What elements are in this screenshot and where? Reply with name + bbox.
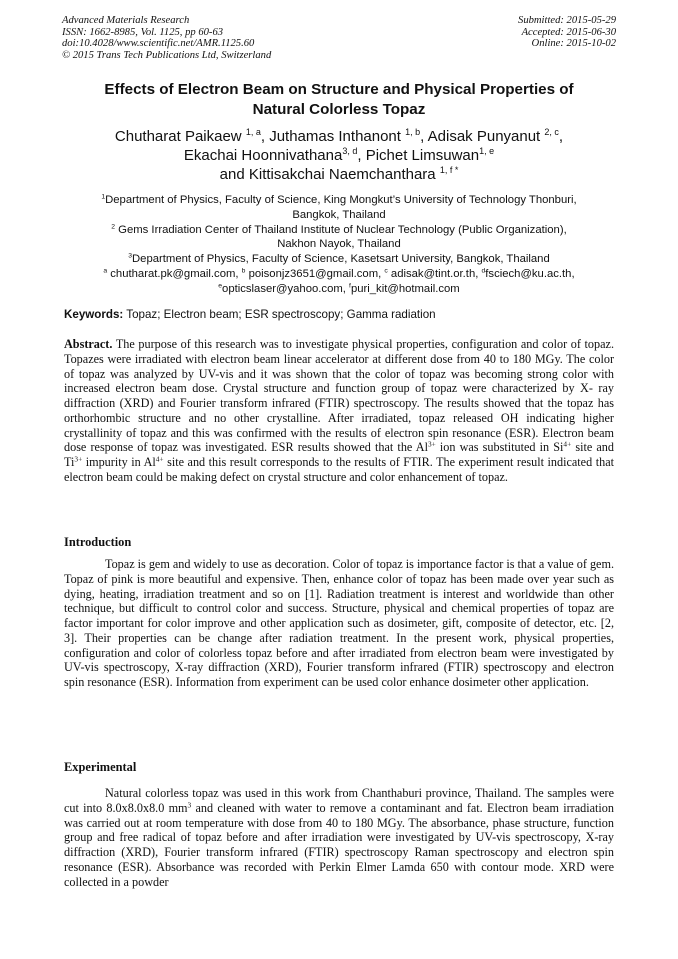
author-affil-sup: 1, f * xyxy=(439,165,459,176)
abstract-label: Abstract. xyxy=(64,337,113,351)
experimental-text xyxy=(64,786,614,889)
affiliation-2-city: Nakhon Nayok, Thailand xyxy=(277,238,401,251)
title-line-2: Natural Colorless Topaz xyxy=(252,100,426,118)
email-link[interactable]: chutharat.pk@gmail.com, xyxy=(107,267,242,280)
abstract-superscript: 3+ xyxy=(427,439,436,449)
email-marker: d xyxy=(481,267,486,275)
email-line-1 xyxy=(62,267,616,282)
email-marker: a xyxy=(103,267,108,275)
author-name: Pichet Limsuwan xyxy=(365,147,480,164)
introduction-heading: Introduction xyxy=(64,535,132,549)
affiliation-number: 2 xyxy=(111,223,116,231)
introduction-text: Topaz is gem and widely to use as decoration. Color of topaz is importance factor is that a value of gem. Topaz of pink is more beautiful and expensive. Then, enhance color of topaz has been made over year such as dying, heating, irradiation treatment and so on [1]. Radiation treatment is interest and worldwide than other technique, but difficult to control color and success. Structure, physical and chemical properties of topaz are factor important for color improve and other application such as dosimeter, gift, composite of detector, etc. [2, 3]. Their properties can be change after radiation treatment. In the present work, physical properties, configuration and color of colorless topaz before and after irradiated from electron beam were investigated by UV-vis spectroscopy, X-ray diffraction (XRD), Fourier transform infrared (FTIR) spectroscopy and electron spin resonance (ESR). Information from experiment can be used color enhance dosimeter other application. xyxy=(64,557,614,689)
journal-doi[interactable]: doi:10.4028/www.scientific.net/AMR.1125.60 xyxy=(62,38,255,50)
author-affil-sup: 1, b xyxy=(405,127,421,138)
affiliation-text: Department of Physics, Faculty of Science, King Mongkut’s University of Technology Thonburi, xyxy=(105,194,577,206)
email-link[interactable]: opticslaser@yahoo.com, xyxy=(222,282,350,295)
email-marker: e xyxy=(218,282,223,290)
authors-line-3 xyxy=(62,165,616,184)
abstract xyxy=(64,337,614,485)
keywords-label: Keywords: xyxy=(64,308,124,321)
affiliations xyxy=(62,193,616,297)
author-name: Juthamas Inthanont xyxy=(269,128,401,145)
experimental-heading: Experimental xyxy=(64,760,137,774)
submission-dates xyxy=(518,15,616,50)
affiliation-text: Gems Irradiation Center of Thailand Institute of Nuclear Technology (Public Organization), xyxy=(115,223,567,236)
author-list xyxy=(62,127,616,184)
submitted-date: Submitted: 2015-05-29 xyxy=(518,15,616,26)
email-link[interactable]: fsciech@ku.ac.th, xyxy=(485,267,575,280)
journal-issn: ISSN: 1662-8985, Vol. 1125, pp 60-63 xyxy=(62,26,224,38)
experimental-text-part: and cleaned with water to remove a contaminant and fat. Electron beam irradiation was carried out at room temperature with dose from 40 to 180 MGy. The absorbance, phase structure, function group and free radical of topaz before and after irradiation were investigated by UV-vis spectroscopy, X-ray diffraction (XRD), Fourier transform infrared (FTIR) spectroscopy Raman spectroscopy and electron spin resonance (ESR). Absorbance was recorded with Perkin Elmer Lamda 650 with contour mode. XRD were collected in a powder xyxy=(64,800,614,889)
abstract-superscript: 3+ xyxy=(74,454,83,464)
author-name: Chutharat Paikaew xyxy=(114,128,242,145)
affiliation-1-city: Bangkok, Thailand xyxy=(292,208,386,221)
email-link[interactable]: adisak@tint.or.th, xyxy=(387,267,482,280)
email-marker: b xyxy=(241,267,246,275)
author-name: Kittisakchai Naemchanthara xyxy=(248,166,436,183)
email-link[interactable]: poisonjz3651@gmail.com, xyxy=(245,267,385,280)
author-conjunction: and xyxy=(219,166,245,183)
journal-copyright: © 2015 Trans Tech Publications Ltd, Switzerland xyxy=(62,49,272,61)
author-name: Adisak Punyanut xyxy=(427,128,541,145)
affiliation-number: 3 xyxy=(128,252,132,260)
authors-line-1: Chutharat Paikaew $^{1, a}$, Juthamas Inthanont $^{1, b}$, Adisak Punyanut $^{2, c}$, xyxy=(114,127,564,145)
affiliation-3 xyxy=(62,252,616,267)
keywords xyxy=(64,308,436,322)
email-link[interactable]: puri_kit@hotmail.com xyxy=(350,282,460,295)
author-affil-sup: 1, e xyxy=(479,146,495,157)
experimental-text-part: Natural colorless topaz was used in this work from Chanthaburi province, Thailand. The samples were cut into 8.0x8.0x8.0 mm xyxy=(64,786,614,815)
author-name: Ekachai Hoonnivathana xyxy=(183,147,343,164)
author-affil-sup: 2, c xyxy=(544,127,559,138)
author-affil-sup: 3, d xyxy=(342,146,358,157)
email-line-2 xyxy=(62,282,616,297)
abstract-text: site and Ti xyxy=(64,440,614,469)
abstract-text: site and this result corresponds to the results of FTIR. The experiment result indicated that electron beam could be making defect on crystal structure and color enhancement of topaz. xyxy=(64,455,614,484)
keywords-text: Topaz; Electron beam; ESR spectroscopy; Gamma radiation xyxy=(123,308,436,321)
experimental-superscript: 3 xyxy=(187,800,192,809)
email-marker: f xyxy=(349,282,351,290)
accepted-date: Accepted: 2015-06-30 xyxy=(521,26,616,38)
online-date: Online: 2015-10-02 xyxy=(531,38,616,50)
journal-header xyxy=(62,15,271,61)
affiliation-2 xyxy=(62,223,616,238)
authors-line-2: Ekachai Hoonnivathana$^{3, d}$, Pichet Limsuwan$^{1, e}$ xyxy=(183,146,495,164)
affiliation-number: 1 xyxy=(101,193,106,201)
abstract-superscript: 4+ xyxy=(155,454,164,464)
abstract-text: The purpose of this research was to investigate physical properties, configuration and color of topaz. Topazes were irradiated with electron beam linear accelerator at different dose from 40 to 180 MGy. The color of topaz was analyzed by UV-vis and it was shown that the color of topaz was becoming strong color with increased electron beam dose. Crystal structure and function group of topaz were characterized by X- ray diffraction (XRD) and Fourier transform infrared (FTIR) spectroscopy. The results showed that the topaz has orthorhombic structure and no other crystalline. After irradiated, topaz released OH indicating higher crystallinity of topaz and this was confirmed with the results of electron spin resonance (ESR). Electron beam dose response of topaz was investigated. ESR results showed that the Al xyxy=(64,337,614,455)
journal-name: Advanced Materials Research xyxy=(62,15,190,26)
abstract-text: impurity in Al xyxy=(82,455,156,469)
abstract-superscript: 4+ xyxy=(563,439,572,449)
abstract-text: ion was substituted in Si xyxy=(435,440,564,455)
email-marker: c xyxy=(384,267,388,275)
author-affil-sup: 1, a xyxy=(245,127,261,138)
affiliation-1 xyxy=(62,193,616,208)
affiliation-text: Department of Physics, Faculty of Science, Kasetsart University, Bangkok, Thailand xyxy=(132,253,550,266)
paper-title xyxy=(62,80,616,119)
title-line-1: Effects of Electron Beam on Structure and Physical Properties of xyxy=(104,81,574,98)
